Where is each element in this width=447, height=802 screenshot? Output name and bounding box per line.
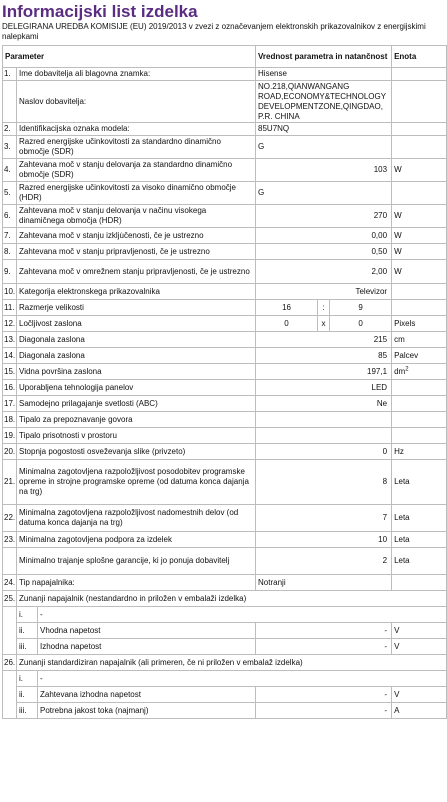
table-row [3, 623, 447, 639]
header-unit: Enota [392, 46, 447, 68]
table-row [3, 460, 447, 505]
table-row [3, 548, 447, 575]
table-row [3, 123, 447, 136]
row-label: Diagonala zaslona [17, 332, 256, 348]
page-subtitle: DELEGIRANA UREDBA KOMISIJE (EU) 2019/2013 v zvezi z označevanjem elektronskih prikazovalnikov z energijskimi nalepkami [2, 22, 426, 41]
row-value: 10 [256, 532, 392, 548]
table-row [3, 332, 447, 348]
row-label: Uporabljena tehnologija panelov [17, 380, 256, 396]
table-row [3, 159, 447, 182]
table-row [3, 505, 447, 532]
row-number: 16. [3, 380, 17, 396]
row-unit: W [392, 228, 447, 244]
table-row [3, 607, 447, 623]
row-value: Notranji [256, 575, 392, 591]
table-row [3, 575, 447, 591]
row-unit: W [392, 260, 447, 284]
row-unit [392, 364, 447, 380]
row-unit: Hz [392, 444, 447, 460]
unit-superscript: 2 [405, 365, 409, 372]
row-label: Vhodna napetost [38, 623, 256, 639]
table-header [3, 46, 447, 68]
row-label: Zahtevana moč v omrežnem stanju pripravljenosti, če je ustrezno [17, 260, 256, 284]
row-number: 10. [3, 284, 17, 300]
row-label: Minimalna zagotovljena razpoložljivost nadomestnih delov (od datuma konca dajanja na trg) [17, 505, 256, 532]
sub-row-number: ii. [17, 623, 38, 639]
row-value: - [256, 639, 392, 655]
row-label: Samodejno prilagajanje svetlosti (ABC) [17, 396, 256, 412]
row-number: 9. [3, 260, 17, 284]
row-label: Zahtevana moč v stanju izklju̇čenosti, če je ustrezno [17, 228, 256, 244]
row-value: - [256, 623, 392, 639]
table-row [3, 244, 447, 260]
table-row [3, 182, 447, 205]
row-number: 18. [3, 412, 17, 428]
row-number: 4. [3, 159, 17, 182]
table-row [3, 532, 447, 548]
row-label: Zahtevana izhodna napetost [38, 687, 256, 703]
row-unit: V [392, 687, 447, 703]
row-label: Minimalno trajanje splošne garancije, ki jo ponuja dobavitelj [17, 548, 256, 575]
row-label: Ime dobavitelja ali blagovna znamka: [17, 68, 256, 81]
row-value: Televizor [256, 284, 392, 300]
table-row [3, 444, 447, 460]
row-value: G [256, 136, 392, 159]
row-value: 103 [256, 159, 392, 182]
row-unit: Palcev [392, 348, 447, 364]
table-row [3, 348, 447, 364]
row-label: Tipalo za prepoznavanje govora [17, 412, 256, 428]
row-value: 0,00 [256, 228, 392, 244]
row-label: Naslov dobavitelja: [17, 81, 256, 123]
row-value: G [256, 182, 392, 205]
row-number: 26. [3, 655, 17, 671]
row-label: Minimalna zagotovljena razpoložljivost posodobitev programske opreme in strojne programske opreme (od datuma konca dajanja na trg) [17, 460, 256, 505]
row-number: 25. [3, 591, 17, 607]
row-value: 0,50 [256, 244, 392, 260]
row-label: Razred energijske učinkovitosti za standardno dinamično območje (SDR) [17, 136, 256, 159]
row-label: Razred energijske učinkovitosti za visoko dinamično območje (HDR) [17, 182, 256, 205]
row-value: 7 [256, 505, 392, 532]
resolution-width: 0 [256, 316, 318, 332]
row-label: Diagonala zaslona [17, 348, 256, 364]
sub-row-number: ii. [17, 687, 38, 703]
row-number: 14. [3, 348, 17, 364]
row-number: 1. [3, 68, 17, 81]
row-number: 13. [3, 332, 17, 348]
ratio-separator: : [318, 300, 330, 316]
table-row [3, 639, 447, 655]
table-row [3, 284, 447, 300]
sub-row-number: i. [17, 607, 38, 623]
row-label: Zunanji standardiziran napajalnik (ali primeren, če ni priložen v embalaž izdelka) [17, 655, 447, 671]
row-label: Ločljivost zaslona [17, 316, 256, 332]
row-unit: Leta [392, 505, 447, 532]
table-row [3, 205, 447, 228]
row-label: Minimalna zagotovljena podpora za izdelek [17, 532, 256, 548]
row-label: Zahtevana moč v stanju pripravljenosti, če je ustrezno [17, 244, 256, 260]
row-number: 24. [3, 575, 17, 591]
row-label: Zunanji napajalnik (nestandardno in priložen v embalaži izdelka) [17, 591, 447, 607]
row-unit: cm [392, 332, 447, 348]
unit-text: dm [394, 366, 406, 376]
table-row [3, 655, 447, 671]
row-number: 20. [3, 444, 17, 460]
row-label: Potrebna jakost toka (najmanj) [38, 703, 256, 719]
row-unit: Leta [392, 548, 447, 575]
sub-row-number: i. [17, 671, 38, 687]
row-unit: W [392, 205, 447, 228]
row-number: 7. [3, 228, 17, 244]
row-label: Razmerje velikosti [17, 300, 256, 316]
table-row [3, 81, 447, 123]
row-value: 85 [256, 348, 392, 364]
row-value: 0 [256, 444, 392, 460]
table-row [3, 671, 447, 687]
row-value: NO.218,QIANWANGANG ROAD,ECONOMY&TECHNOLOGY DEVELOPMENTZONE,QINGDAO, P.R. CHINA [256, 81, 392, 123]
row-label: Kategorija elektronskega prikazovalnika [17, 284, 256, 300]
row-value: 215 [256, 332, 392, 348]
resolution-height: 0 [330, 316, 392, 332]
row-number: 5. [3, 182, 17, 205]
table-row [3, 396, 447, 412]
row-value: 85U7NQ [256, 123, 392, 136]
ratio-width: 16 [256, 300, 318, 316]
table-row [3, 703, 447, 719]
table-row [3, 364, 447, 380]
row-value: LED [256, 380, 392, 396]
row-number: 2. [3, 123, 17, 136]
resolution-separator: x [318, 316, 330, 332]
row-value: Ne [256, 396, 392, 412]
table-row [3, 412, 447, 428]
row-label: - [38, 607, 447, 623]
table-row [3, 316, 447, 332]
row-value: 2 [256, 548, 392, 575]
parameter-table [2, 45, 447, 719]
row-number: 21. [3, 460, 17, 505]
row-number: 3. [3, 136, 17, 159]
product-info-sheet [0, 2, 447, 802]
row-value: - [256, 703, 392, 719]
ratio-height: 9 [330, 300, 392, 316]
row-number: 11. [3, 300, 17, 316]
row-number: 17. [3, 396, 17, 412]
row-unit: W [392, 244, 447, 260]
row-label: - [38, 671, 447, 687]
row-label: Vidna površina zaslona [17, 364, 256, 380]
row-unit: V [392, 639, 447, 655]
row-value: 197,1 [256, 364, 392, 380]
row-number: 12. [3, 316, 17, 332]
row-label: Zahtevana moč v stanju delovanja v načinu visokega dinamičnega območja (HDR) [17, 205, 256, 228]
row-unit: Leta [392, 460, 447, 505]
row-value: 2,00 [256, 260, 392, 284]
row-value: - [256, 687, 392, 703]
table-row [3, 300, 447, 316]
row-number: 15. [3, 364, 17, 380]
table-row [3, 68, 447, 81]
row-value: Hisense [256, 68, 392, 81]
row-unit: A [392, 703, 447, 719]
sub-row-number: iii. [17, 639, 38, 655]
row-label: Izhodna napetost [38, 639, 256, 655]
row-number: 23. [3, 532, 17, 548]
table-row [3, 228, 447, 244]
row-label: Stopnja pogostosti osveževanja slike (privzeto) [17, 444, 256, 460]
row-label: Zahtevana moč v stanju delovanja za standardno dinamično območje (SDR) [17, 159, 256, 182]
row-number: 19. [3, 428, 17, 444]
header-value: Vrednost parametra in natančnost [256, 46, 392, 68]
row-number: 6. [3, 205, 17, 228]
table-row [3, 687, 447, 703]
row-value: 8 [256, 460, 392, 505]
table-row [3, 260, 447, 284]
row-label: Tip napajalnika: [17, 575, 256, 591]
row-number: 8. [3, 244, 17, 260]
row-label: Tipalo prisotnosti v prostoru [17, 428, 256, 444]
table-row [3, 591, 447, 607]
table-row [3, 136, 447, 159]
row-unit: Leta [392, 532, 447, 548]
row-label: Identifikacijska oznaka modela: [17, 123, 256, 136]
row-unit: W [392, 159, 447, 182]
table-row [3, 428, 447, 444]
table-row [3, 380, 447, 396]
page-title: Informacijski list izdelka [2, 2, 198, 21]
row-unit: V [392, 623, 447, 639]
header-parameter: Parameter [3, 46, 256, 68]
sub-row-number: iii. [17, 703, 38, 719]
row-number: 22. [3, 505, 17, 532]
row-unit: Pixels [392, 316, 447, 332]
row-value: 270 [256, 205, 392, 228]
